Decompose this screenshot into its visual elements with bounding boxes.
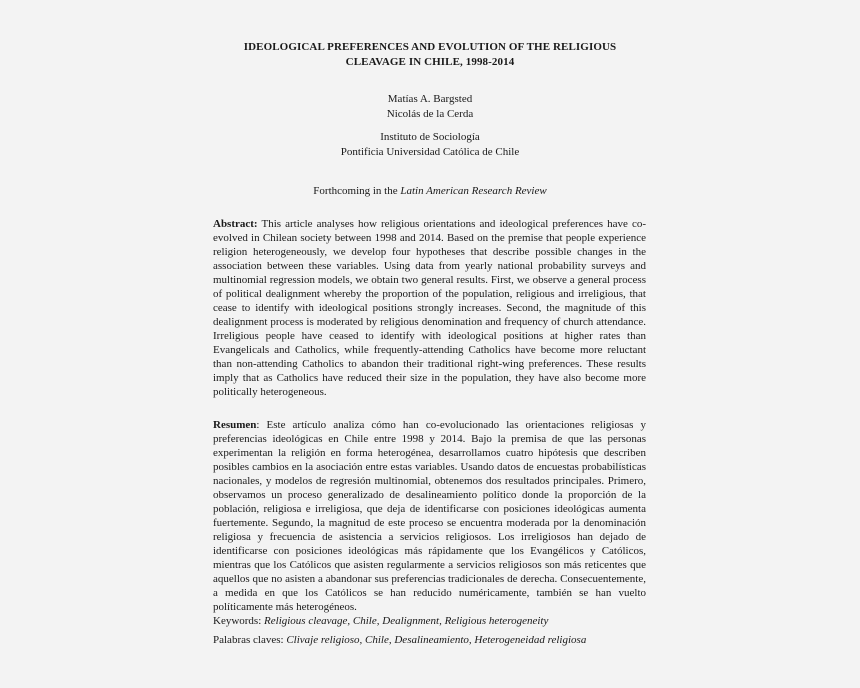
abstract-english xyxy=(213,217,646,399)
palabras-label: Palabras claves: xyxy=(213,634,287,646)
abstract-label: Abstract: xyxy=(213,218,258,230)
keywords-spanish xyxy=(213,633,646,647)
abstract-text: This article analyses how religious orientations and ideological preferences have co-evolved in Chilean society between 1998 and 2014. Based on the premise that people experience religion heterogeneously, we develop four hypotheses that describe possible changes in the association between these variables. Using data from yearly national probability surveys and multinomial regression models, we obtain two general results. First, we observe a general process of political dealignment whereby the proportion of the population, religious and irreligious, that cease to identify with ideological positions strongly increases. Second, the magnitude of this dealignment process is moderated by religious denomination and frequency of church attendance. Irreligious people have ceased to identify with ideological positions at higher rates than Evangelicals and Catholics, while frequently-attending Catholics have become more reluctant than non-attending Catholics to abandon their traditional right-wing preferences. These results imply that as Catholics have reduced their size in the population, they have also become more politically heterogeneous. xyxy=(213,218,646,398)
resumen-text: : Este artículo analiza cómo han co-evolucionado las orientaciones religiosas y preferencias ideológicas en Chile entre 1998 y 2014. Bajo la premisa de que las personas experimentan la religión en forma heterogénea, desarrollamos cuatro hipótesis que describen posibles cambios en la asociación entre estas variables. Usando datos de encuestas probabilísticas nacionales, y modelos de regresión multinomial, obtenemos dos resultados principales. Primero, observamos un proceso generalizado de desalineamiento político donde la proporción de la población, religiosa e irreligiosa, que deja de identificarse con posiciones ideológicas aumenta fuertemente. Segundo, la magnitud de este proceso se encuentra moderada por la denominación religiosa y frecuencia de asistencia a servicios religiosos. Los irreligiosos han dejado de identificarse con posiciones ideológicas más rápidamente que los Evangélicos y Católicos, mientras que los Católicos que asisten regularmente a servicios religiosos son más reticentes que aquellos que no asisten a abandonar sus preferencias tradicionales de derecha. Consecuentemente, a medida en que los Católicos se han reducido numéricamente, también se han vuelto políticamente más heterogéneos. xyxy=(213,419,646,613)
abstract-spanish xyxy=(213,418,646,614)
affiliation-line: Instituto de Sociología xyxy=(380,131,480,143)
author-name: Matías A. Bargsted xyxy=(387,93,473,105)
palabras-text: Clivaje religioso, Chile, Desalineamiento, Heterogeneidad religiosa xyxy=(286,634,587,646)
author-list xyxy=(0,92,860,122)
publication-note xyxy=(0,184,860,199)
paper-title-line-2: CLEAVAGE IN CHILE, 1998-2014 xyxy=(345,56,515,68)
affiliation-line: Pontificia Universidad Católica de Chile xyxy=(340,146,520,158)
resumen-label: Resumen xyxy=(213,419,257,431)
keywords-label: Keywords: xyxy=(213,615,265,627)
keywords-text: Religious cleavage, Chile, Dealignment, Religious heterogeneity xyxy=(264,615,549,627)
paper-title xyxy=(0,40,860,70)
keywords-english xyxy=(213,614,646,628)
author-name: Nicolás de la Cerda xyxy=(386,108,474,120)
publication-note-prefix: Forthcoming in the xyxy=(313,185,401,197)
journal-name: Latin American Research Review xyxy=(400,185,547,197)
affiliation xyxy=(0,130,860,160)
paper-title-line-1: IDEOLOGICAL PREFERENCES AND EVOLUTION OF THE RELIGIOUS xyxy=(243,41,617,53)
